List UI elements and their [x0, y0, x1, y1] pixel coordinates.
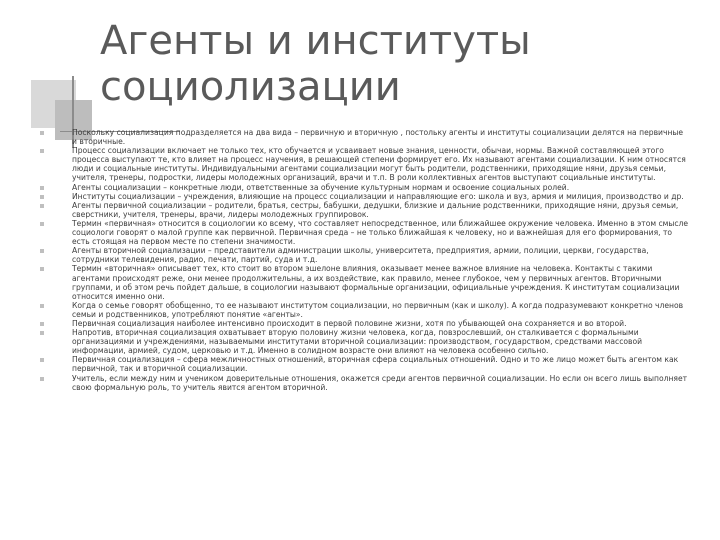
- bullet-icon: [40, 322, 44, 326]
- list-item-text: Первичная социализация наиболее интенсивно происходит в первой половине жизни, хотя по убывающей она сохраняется и во второй.: [72, 318, 627, 328]
- bullet-list: [40, 128, 690, 392]
- list-item: [40, 128, 690, 146]
- list-item: [40, 246, 690, 264]
- list-item: [40, 355, 690, 373]
- bullet-icon: [40, 377, 44, 381]
- bullet-icon: [40, 131, 44, 135]
- list-item-text: Термин «вторичная» описывает тех, кто стоит во втором эшелоне влияния, оказывает менее важное влияние на человека. Контакты с такими агентами происходят реже, они менее продолжительны, а их воздействие, как правило, менее глубокое, чем у первичных агентов. Вторичными группами, и об этом речь пойдет дальше, в социологии называют формальные организации, официальные учреждения. К институтам социализации относится именно они.: [72, 264, 680, 301]
- bullet-icon: [40, 358, 44, 362]
- list-item-text: Поскольку социализация подразделяется на два вида – первичную и вторичную , постольку агенты и институты социализации делятся на первичные и вторичные.: [72, 128, 684, 147]
- list-item-text: Агенты первичной социализации – родители, братья, сестры, бабушки, дедушки, близкие и дальние родственники, приходящие няни, друзья семьи, сверстники, учителя, тренеры, врачи, лидеры молодежных группировок.: [72, 200, 679, 219]
- list-item: [40, 301, 690, 319]
- bullet-icon: [40, 267, 44, 271]
- list-item-text: Термин «первичная» относится в социологии ко всему, что составляет непосредственное, или ближайшее окружение человека. Именно в этом смысле социологи говорят о малой группе как первичной. Первичная среда – не только ближайшая к человеку, но и важнейшая для его формирования, то есть стоящая на первом месте по степени значимости.: [72, 218, 689, 247]
- list-item: [40, 219, 690, 246]
- list-item-text: Первичная социализация – сфера межличностных отношений, вторичная сфера социальных отношений. Одно и то же лицо может быть агентом как первичной, так и вторичной социализации.: [72, 355, 679, 374]
- list-item: [40, 183, 690, 192]
- list-item-text: Напротив, вторичная социализация охватывает вторую половину жизни человека, когда, повзрослевший, он сталкивается с формальными организациями и учреждениями, называемыми институтами вторичной социализации: производством, государством, средствами массовой информации, армией, судом, церковью и т.д. Именно в солидном возрасте они влияют на человека особенно сильно.: [72, 328, 643, 356]
- list-item: [40, 264, 690, 300]
- bullet-icon: [40, 195, 44, 199]
- bullet-icon: [40, 186, 44, 190]
- list-item: [40, 319, 690, 328]
- bullet-icon: [40, 149, 44, 153]
- list-item-text: Процесс социализации включает не только тех, кто обучается и усваивает новые знания, ценности, обычаи, нормы. Важной составляющей этого процесса выступают те, кто влияет на процесс научения, в решающей степени формирует его. Их называют агентами социализации. К ним относятся люди и социальные институты. Индивидуальными агентами социализации могут быть родители, родственники, приходящие няни, друзья семьи, учителя, тренеры, подростки, лидеры молодежных организаций, врачи и т.п. В роли коллективных агентов выступают социальные институты.: [72, 146, 686, 183]
- list-item-text: Агенты социализации – конкретные люди, ответственные за обучение культурным нормам и освоение социальных ролей.: [72, 182, 570, 192]
- slide-title: Агенты и институты социолизации: [100, 18, 531, 110]
- bullet-icon: [40, 204, 44, 208]
- bullet-icon: [40, 304, 44, 308]
- list-item-text: Агенты вторичной социализации – представители администрации школы, университета, предприятия, армии, полиции, церкви, государства, сотрудники телевидения, радио, печати, партий, суда и т.д.: [72, 246, 649, 265]
- list-item-text: Институты социализации – учреждения, влияющие на процесс социализации и направляющие его: школа и вуз, армия и милиция, производство и др.: [72, 191, 684, 201]
- list-item: [40, 146, 690, 182]
- list-item-text: Учитель, если между ним и учеником доверительные отношения, окажется среди агентов первичной социализации. Но если он всего лишь выполняет свою формальную роль, то учитель явится агентом вторичной.: [72, 373, 688, 392]
- list-item: [40, 192, 690, 201]
- list-item: [40, 328, 690, 355]
- list-item: [40, 374, 690, 392]
- bullet-icon: [40, 249, 44, 253]
- bullet-icon: [40, 222, 44, 226]
- bullet-icon: [40, 331, 44, 335]
- list-item-text: Когда о семье говорят обобщенно, то ее называют институтом социализации, но первичным (как и школу). А когда подразумевают конкретно членов семьи и родственников, употребляют понятие «агенты».: [72, 300, 684, 319]
- list-item: [40, 201, 690, 219]
